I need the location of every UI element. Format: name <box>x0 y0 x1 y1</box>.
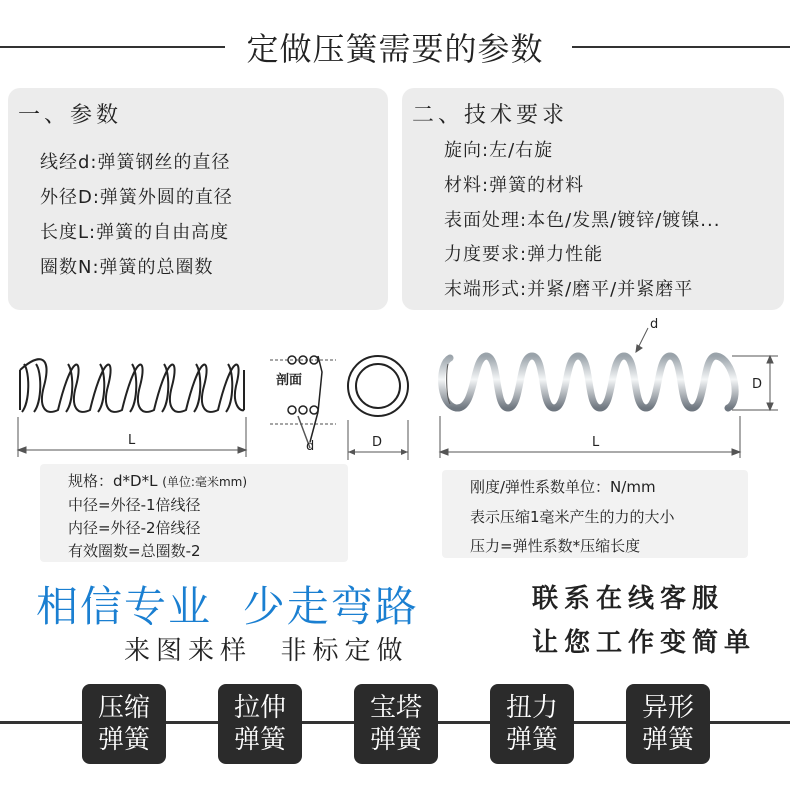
notes-right-line-2: 表示压缩1毫米产生的力的大小 <box>470 508 675 526</box>
category-extension[interactable] <box>218 684 302 764</box>
spring-photo <box>442 356 735 408</box>
notes-right-line-3: 压力=弹性系数*压缩长度 <box>470 537 641 555</box>
param-line-3: 长度L:弹簧的自由高度 <box>40 222 230 243</box>
category-label-3b: 弹簧 <box>369 725 422 755</box>
param-line-2: 外径D:弹簧外圆的直径 <box>40 187 233 208</box>
dimension-L-right <box>440 416 740 458</box>
tech-line-2: 材料:弹簧的材料 <box>444 175 585 196</box>
notes-right-line-1: 刚度/弹性系数单位：N/mm <box>470 478 656 496</box>
label-D-right: D <box>752 377 763 392</box>
category-label-1a: 压缩 <box>97 693 150 723</box>
label-L-right: L <box>592 435 600 450</box>
page-title: 定做压簧需要的参数 <box>246 30 544 68</box>
category-label-2b: 弹簧 <box>233 725 286 755</box>
category-tower[interactable] <box>354 684 438 764</box>
category-torsion[interactable] <box>490 684 574 764</box>
slogan-simple: 让您工作变简单 <box>532 628 757 658</box>
spring-diagram <box>0 312 790 472</box>
param-line-4: 圈数N:弹簧的总圈数 <box>40 257 214 278</box>
label-D-ring: D <box>372 435 383 450</box>
notes-left-line-3: 内径=外径-2倍线径 <box>68 519 201 537</box>
category-special[interactable] <box>626 684 710 764</box>
tech-line-4: 力度要求:弹力性能 <box>444 244 604 265</box>
label-d-right: d <box>650 317 659 332</box>
spec-formula: 规格：d*D*L <box>68 472 158 490</box>
category-compression[interactable] <box>82 684 166 764</box>
notes-left-line-4: 有效圈数=总圈数-2 <box>68 542 201 560</box>
tech-line-1: 旋向:左/右旋 <box>444 140 554 161</box>
spring-sideview-drawing <box>20 359 244 412</box>
notes-left-line-2: 中径=外径-1倍线径 <box>68 496 201 514</box>
dimension-d-right <box>636 328 648 352</box>
param-line-1: 线经d:弹簧钢丝的直径 <box>40 152 231 173</box>
tech-line-3: 表面处理:本色/发黑/镀锌/镀镍... <box>444 210 721 231</box>
label-d-left: d <box>306 439 315 454</box>
params-heading: 一、参数 <box>18 103 123 128</box>
category-label-1b: 弹簧 <box>97 725 150 755</box>
slogan-blue: 相信专业 少走弯路 <box>36 582 419 631</box>
slogan-sub: 来图来样 非标定做 <box>124 636 409 666</box>
notes-left-line-1 <box>68 470 247 491</box>
category-label-2a: 拉伸 <box>233 693 286 723</box>
category-label-5b: 弹簧 <box>641 725 694 755</box>
category-label-5a: 异形 <box>641 693 694 723</box>
tech-heading: 二、技术要求 <box>412 103 569 128</box>
category-label-4a: 扭力 <box>505 693 558 723</box>
tech-line-5: 末端形式:并紧/磨平/并紧磨平 <box>444 279 694 300</box>
slogan-contact: 联系在线客服 <box>532 584 725 614</box>
section-view <box>270 356 336 448</box>
category-label-3a: 宝塔 <box>369 693 422 723</box>
spec-unit: (单位:毫米mm) <box>162 475 248 489</box>
category-label-4b: 弹簧 <box>505 725 558 755</box>
label-L-left: L <box>128 433 136 448</box>
label-section: 剖面 <box>276 373 303 388</box>
